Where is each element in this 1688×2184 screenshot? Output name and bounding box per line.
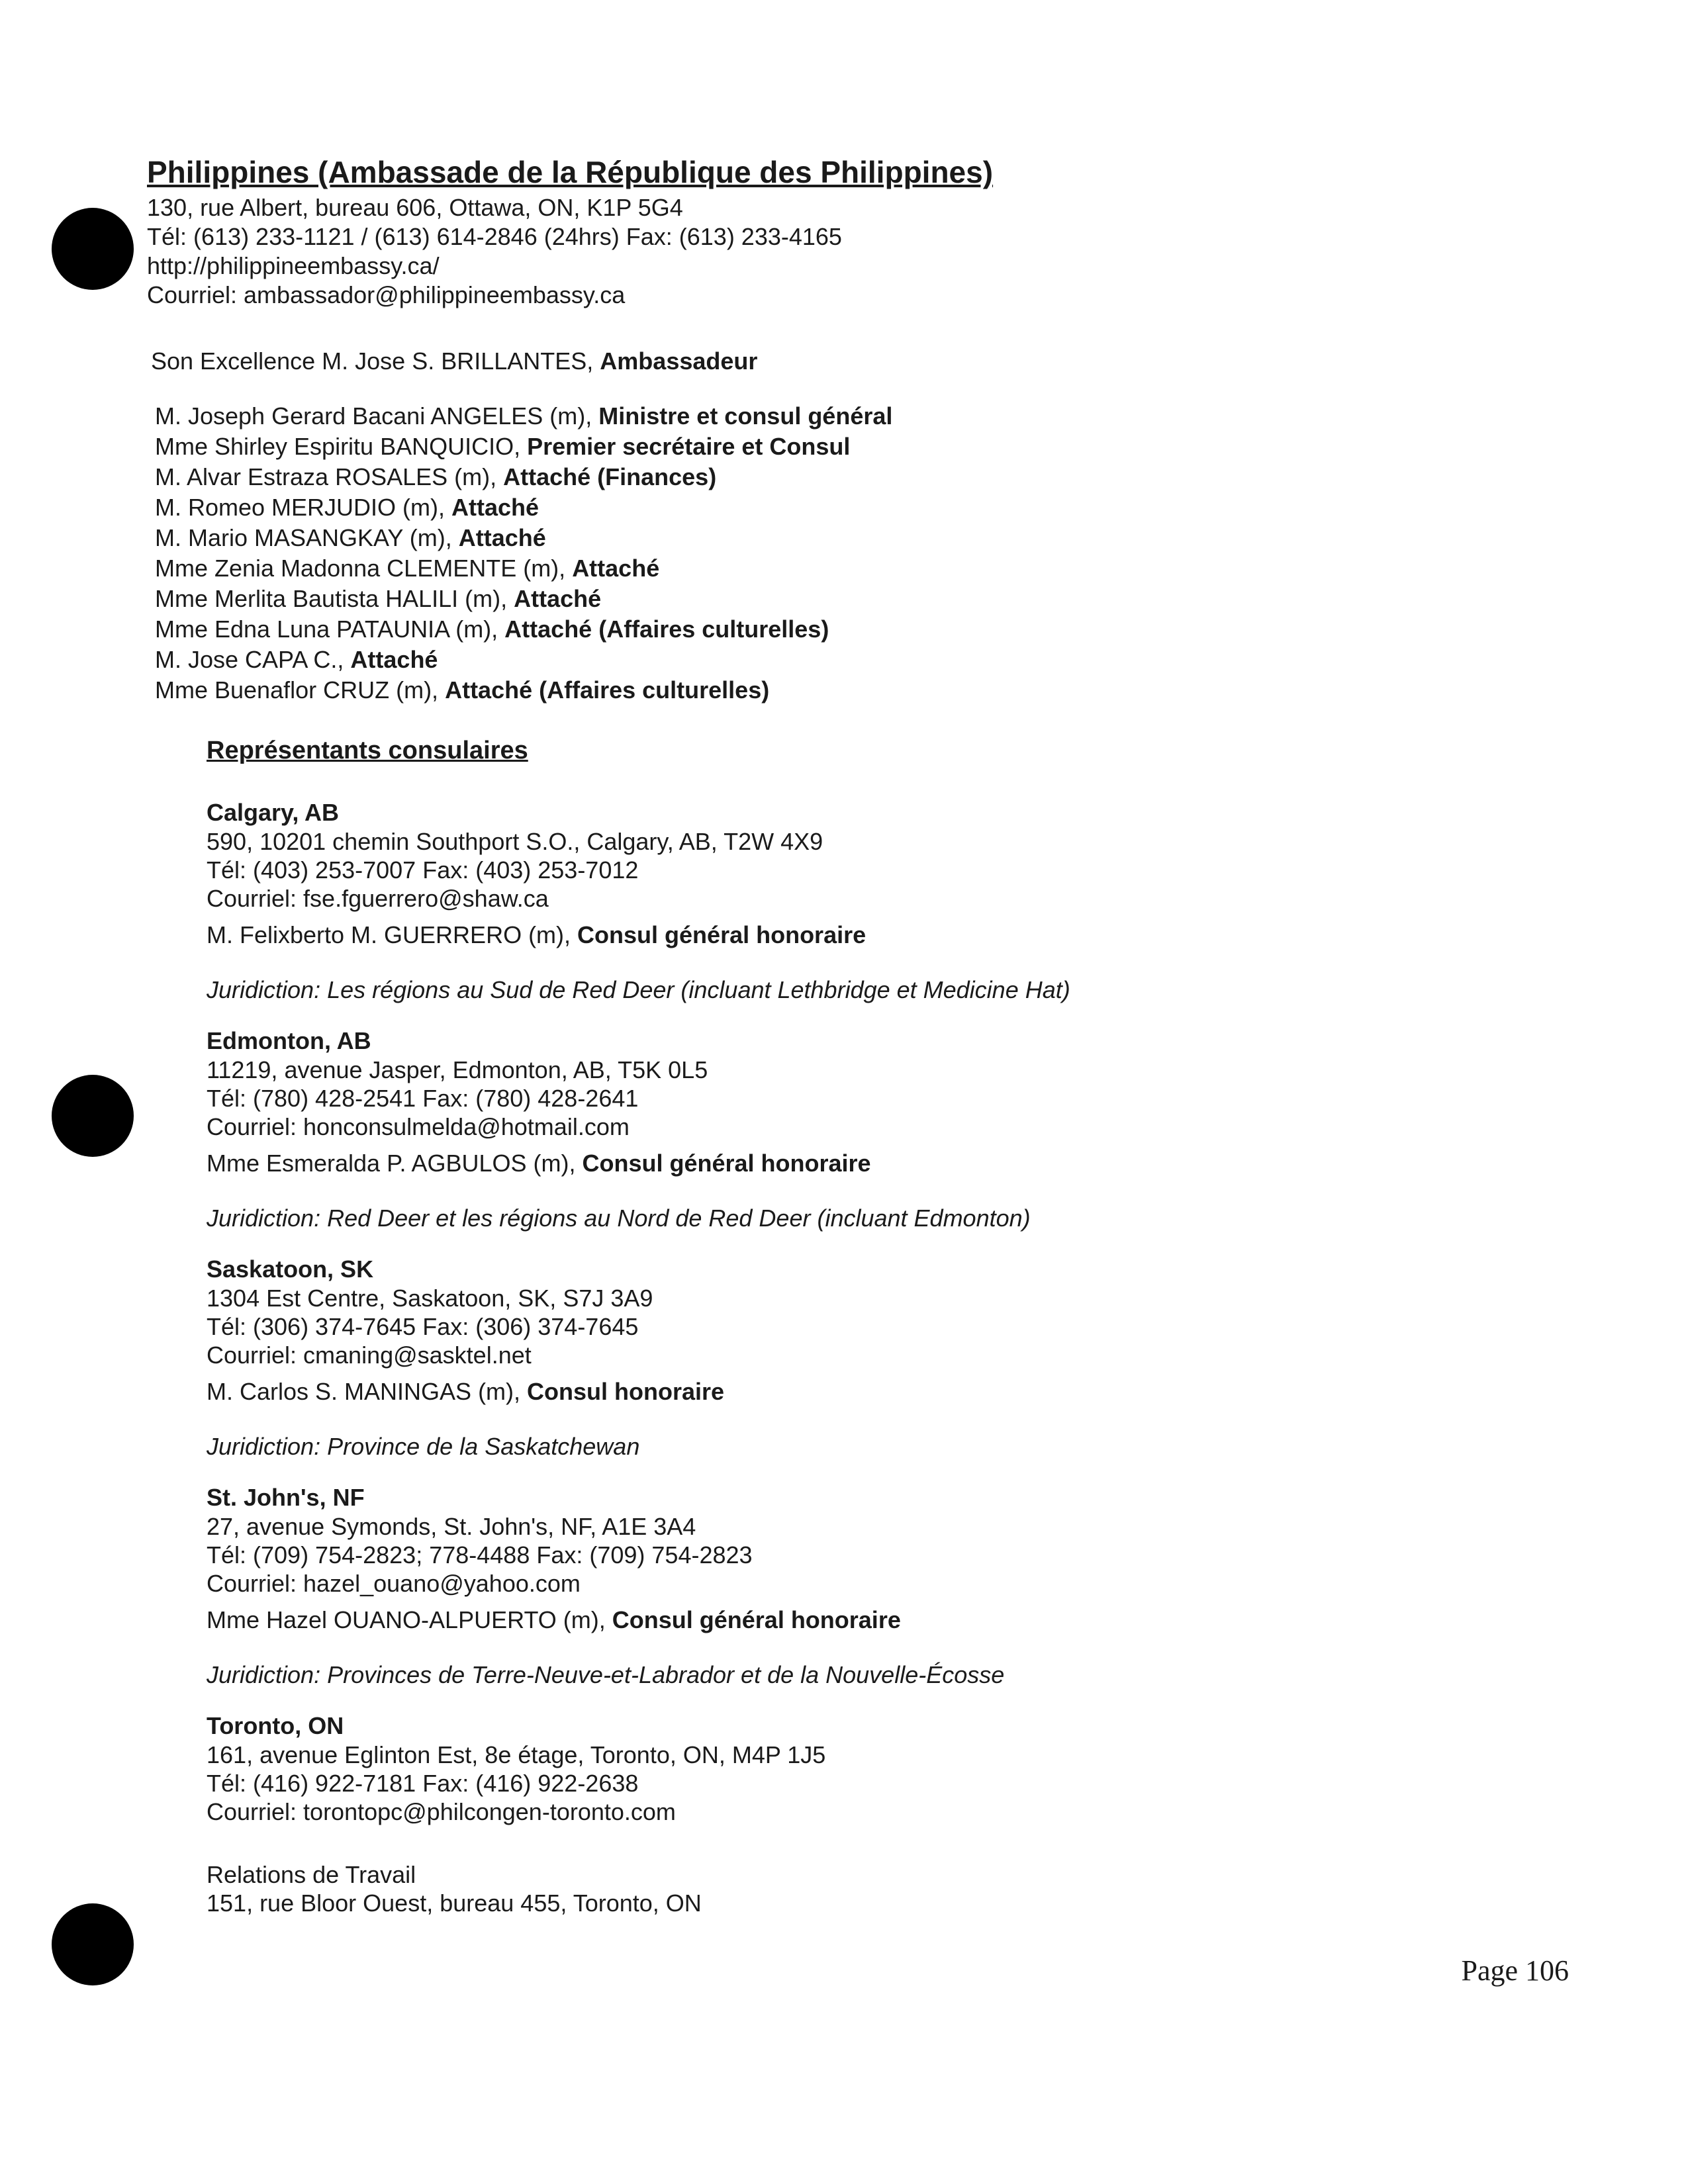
consular-section xyxy=(207,735,1464,1940)
office-city: St. John's, NF xyxy=(207,1484,365,1511)
staff-list xyxy=(155,401,1405,705)
staff-role: Attaché xyxy=(451,494,539,521)
office-phone: Tél: (306) 374-7645 Fax: (306) 374-7645 xyxy=(207,1313,639,1340)
staff-member xyxy=(155,553,1405,584)
office-email: Courriel: fse.fguerrero@shaw.ca xyxy=(207,885,549,912)
staff-member xyxy=(155,462,1405,492)
staff-role: Attaché xyxy=(350,646,438,673)
punch-hole xyxy=(52,208,134,290)
staff-member xyxy=(155,401,1405,432)
office-phone: Tél: (780) 428-2541 Fax: (780) 428-2641 xyxy=(207,1085,639,1112)
office-official xyxy=(207,1606,1464,1634)
office-calgary xyxy=(207,798,1464,1004)
office-st-johns xyxy=(207,1483,1464,1689)
office-saskatoon xyxy=(207,1255,1464,1461)
office-email: Courriel: honconsulmelda@hotmail.com xyxy=(207,1113,630,1140)
consular-title: Représentants consulaires xyxy=(207,737,528,764)
official-role: Consul général honoraire xyxy=(612,1606,901,1633)
staff-name: Mme Zenia Madonna CLEMENTE (m), xyxy=(155,555,573,582)
staff-name: M. Joseph Gerard Bacani ANGELES (m), xyxy=(155,402,599,430)
office-jurisdiction: Juridiction: Les régions au Sud de Red Deer (incluant Lethbridge et Medicine Hat) xyxy=(207,976,1070,1003)
official-name: M. Felixberto M. GUERRERO (m), xyxy=(207,921,578,948)
ambassador-role: Ambassadeur xyxy=(600,347,758,375)
staff-name: M. Alvar Estraza ROSALES (m), xyxy=(155,463,504,490)
staff-member xyxy=(155,492,1405,523)
official-role: Consul général honoraire xyxy=(577,921,867,948)
office-address: 590, 10201 chemin Southport S.O., Calgary, AB, T2W 4X9 xyxy=(207,828,823,855)
office-city: Edmonton, AB xyxy=(207,1027,371,1054)
official-name: M. Carlos S. MANINGAS (m), xyxy=(207,1378,528,1405)
official-role: Consul général honoraire xyxy=(582,1150,871,1177)
embassy-phone: Tél: (613) 233-1121 / (613) 614-2846 (24hrs) Fax: (613) 233-4165 xyxy=(147,223,842,250)
office-phone: Tél: (416) 922-7181 Fax: (416) 922-2638 xyxy=(207,1770,639,1797)
staff-role: Attaché (Affaires culturelles) xyxy=(445,676,770,704)
ambassador-name: Son Excellence M. Jose S. BRILLANTES, xyxy=(151,347,600,375)
staff-role: Attaché (Finances) xyxy=(503,463,717,490)
labor-address: 151, rue Bloor Ouest, bureau 455, Toronto, ON xyxy=(207,1889,702,1917)
office-jurisdiction: Juridiction: Red Deer et les régions au Nord de Red Deer (incluant Edmonton) xyxy=(207,1205,1031,1232)
staff-role: Ministre et consul général xyxy=(598,402,893,430)
labor-title: Relations de Travail xyxy=(207,1861,416,1888)
office-city: Toronto, ON xyxy=(207,1712,344,1739)
office-official xyxy=(207,1377,1464,1406)
staff-member xyxy=(155,432,1405,462)
page-number: Page 106 xyxy=(1461,1954,1569,1987)
staff-role: Attaché (Affaires culturelles) xyxy=(504,615,829,643)
staff-member xyxy=(155,584,1405,614)
staff-role: Attaché xyxy=(572,555,660,582)
official-name: Mme Hazel OUANO-ALPUERTO (m), xyxy=(207,1606,612,1633)
staff-role: Premier secrétaire et Consul xyxy=(527,433,851,460)
office-address: 27, avenue Symonds, St. John's, NF, A1E 3A4 xyxy=(207,1513,696,1540)
official-name: Mme Esmeralda P. AGBULOS (m), xyxy=(207,1150,583,1177)
office-email: Courriel: cmaning@sasktel.net xyxy=(207,1342,532,1369)
staff-member xyxy=(155,523,1405,553)
office-jurisdiction: Juridiction: Provinces de Terre-Neuve-et-Labrador et de la Nouvelle-Écosse xyxy=(207,1661,1005,1688)
staff-role: Attaché xyxy=(514,585,602,612)
staff-role: Attaché xyxy=(458,524,546,551)
staff-name: M. Mario MASANGKAY (m), xyxy=(155,524,459,551)
office-address: 11219, avenue Jasper, Edmonton, AB, T5K 0L5 xyxy=(207,1056,708,1083)
staff-name: Mme Edna Luna PATAUNIA (m), xyxy=(155,615,505,643)
punch-hole xyxy=(52,1903,134,1985)
labor-relations xyxy=(207,1860,1464,1917)
staff-name: Mme Buenaflor CRUZ (m), xyxy=(155,676,445,704)
office-official xyxy=(207,1149,1464,1177)
office-email: Courriel: hazel_ouano@yahoo.com xyxy=(207,1570,581,1597)
staff-member xyxy=(155,675,1405,705)
staff-name: M. Jose CAPA C., xyxy=(155,646,351,673)
office-address: 161, avenue Eglinton Est, 8e étage, Toronto, ON, M4P 1J5 xyxy=(207,1741,826,1768)
staff-name: M. Romeo MERJUDIO (m), xyxy=(155,494,452,521)
office-city: Calgary, AB xyxy=(207,799,340,826)
staff-name: Mme Merlita Bautista HALILI (m), xyxy=(155,585,514,612)
office-city: Saskatoon, SK xyxy=(207,1255,374,1283)
office-phone: Tél: (709) 754-2823; 778-4488 Fax: (709) 754-2823 xyxy=(207,1541,753,1569)
office-phone: Tél: (403) 253-7007 Fax: (403) 253-7012 xyxy=(207,856,639,884)
punch-hole xyxy=(52,1075,134,1157)
embassy-section xyxy=(147,154,1405,705)
staff-member xyxy=(155,614,1405,645)
office-toronto xyxy=(207,1711,1464,1826)
embassy-website: http://philippineembassy.ca/ xyxy=(147,252,440,279)
staff-member xyxy=(155,645,1405,675)
office-official xyxy=(207,921,1464,949)
office-address: 1304 Est Centre, Saskatoon, SK, S7J 3A9 xyxy=(207,1285,653,1312)
embassy-email: Courriel: ambassador@philippineembassy.ca xyxy=(147,281,626,308)
ambassador-line xyxy=(151,347,1405,376)
office-jurisdiction: Juridiction: Province de la Saskatchewan xyxy=(207,1433,640,1460)
staff-name: Mme Shirley Espiritu BANQUICIO, xyxy=(155,433,528,460)
embassy-title: Philippines (Ambassade de la République des Philippines) xyxy=(147,155,994,189)
office-email: Courriel: torontopc@philcongen-toronto.com xyxy=(207,1798,676,1825)
embassy-address: 130, rue Albert, bureau 606, Ottawa, ON, K1P 5G4 xyxy=(147,194,683,221)
official-role: Consul honoraire xyxy=(527,1378,725,1405)
office-edmonton xyxy=(207,1026,1464,1232)
